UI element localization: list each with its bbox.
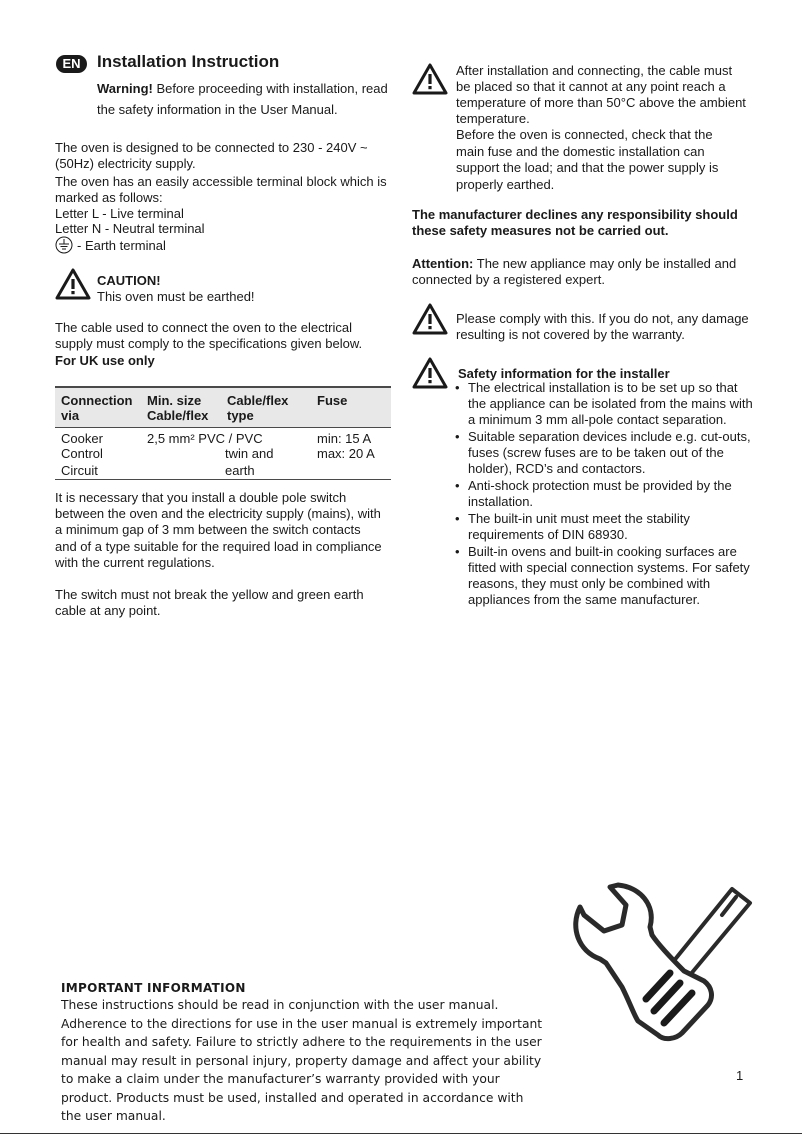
- table-cell: earth: [225, 463, 255, 478]
- table-cell: Circuit: [61, 463, 98, 478]
- warning-triangle-icon: [412, 63, 448, 95]
- after-installation-paragraph: After installation and connecting, the cable must be placed so that it cannot at any point reach a temperature of more than 50°C above the ambient temperature.: [456, 63, 746, 126]
- page-number: 1: [736, 1068, 744, 1083]
- warning-label: Warning!: [97, 81, 153, 96]
- cable-spec-table: [55, 386, 391, 480]
- list-item: • The built-in unit must meet the stability requirements of DIN 68930.: [455, 511, 755, 543]
- uk-only-label: For UK use only: [55, 353, 155, 368]
- terminal-neutral: Letter N - Neutral terminal: [55, 221, 205, 236]
- table-header: Connection via: [55, 387, 141, 428]
- safety-info-title: Safety information for the installer: [458, 366, 670, 381]
- list-item: • Anti-shock protection must be provided by the installation.: [455, 478, 755, 510]
- warning-note: [97, 78, 389, 120]
- intro-paragraph-2: The oven has an easily accessible terminal block which is marked as follows:: [55, 174, 387, 205]
- caution-text: This oven must be earthed!: [97, 289, 255, 304]
- terminal-earth: - Earth terminal: [77, 238, 166, 253]
- language-badge: EN: [56, 55, 87, 73]
- page-title: Installation Instruction: [97, 52, 280, 71]
- table-cell: max: 20 A: [317, 446, 375, 461]
- table-cell: twin and: [225, 446, 274, 461]
- warning-triangle-icon: [412, 357, 448, 389]
- list-item: • Built-in ovens and built-in cooking surfaces are fitted with special connection systems. For safety reasons, they must only be combined with appliances from the same manufacturer.: [455, 544, 755, 608]
- table-header: Fuse: [311, 387, 391, 428]
- list-item: • The electrical installation is to be set up so that the appliance can be isolated from the mains with a minimum 3 mm all-pole contact separation.: [455, 380, 755, 428]
- table-bottom-rule: [55, 479, 391, 480]
- double-pole-switch-paragraph: It is necessary that you install a double pole switch between the oven and the electricity supply (mains), with a minimum gap of 3 mm between the switch contacts and of a type suitable for the required load in compliance with the current regulations.: [55, 490, 382, 570]
- warning-triangle-icon: [412, 303, 448, 335]
- manufacturer-disclaimer: The manufacturer declines any responsibility should these safety measures not be carried out.: [412, 207, 738, 238]
- table-header: Min. size Cable/flex: [141, 387, 221, 428]
- caution-title: CAUTION!: [97, 273, 161, 288]
- attention-label: Attention:: [412, 256, 474, 271]
- warranty-note: Please comply with this. If you do not, any damage resulting is not covered by the warranty.: [456, 311, 749, 342]
- important-information-title: IMPORTANT INFORMATION: [61, 981, 246, 995]
- table-cell: Control: [61, 446, 103, 461]
- table-header: Cable/flex type: [221, 387, 311, 428]
- table-cell: Cooker: [61, 431, 103, 446]
- list-item: • Suitable separation devices include e.g. cut-outs, fuses (screw fuses are to be taken out of the holder), RCD’s and contactors.: [455, 429, 755, 477]
- table-row: [55, 428, 391, 480]
- intro-paragraph-1: The oven is designed to be connected to 230 - 240V ~ (50Hz) electricity supply.: [55, 140, 368, 171]
- earth-symbol-icon: [55, 236, 73, 254]
- important-information-block: [61, 980, 547, 1126]
- warning-text: Before proceeding with installation, read the safety information in the User Manual.: [97, 81, 388, 117]
- cable-spec-paragraph: The cable used to connect the oven to the electrical supply must comply to the specifications given below.: [55, 320, 363, 351]
- important-information-body: These instructions should be read in conjunction with the user manual. Adherence to the directions for use in the user manual is extremely important for health and safety. Failure to strictly adhere to the requirements in the user manual may result in personal injury, property damage and affect your ability to make a claim under the manufacturer’s warranty provided with your product. Products must be used, installed and operated in accordance with the user manual.: [61, 998, 543, 1123]
- table-cell: 2,5 mm² PVC / PVC: [147, 431, 263, 446]
- footer-rule: [0, 1133, 802, 1134]
- attention-note: [412, 256, 752, 288]
- before-connection-paragraph: Before the oven is connected, check that the main fuse and the domestic installation can support the load; and that the power supply is properly earthed.: [456, 127, 719, 192]
- terminal-live: Letter L - Live terminal: [55, 206, 184, 221]
- safety-bullet-list: [455, 380, 755, 609]
- warning-triangle-icon: [55, 268, 91, 300]
- attention-text: The new appliance may only be installed and connected by a registered expert.: [412, 256, 737, 287]
- table-header-row: [55, 387, 391, 428]
- earth-cable-paragraph: The switch must not break the yellow and green earth cable at any point.: [55, 587, 364, 618]
- table-cell: min: 15 A: [317, 431, 372, 446]
- wrench-screwdriver-icon: [560, 875, 760, 1065]
